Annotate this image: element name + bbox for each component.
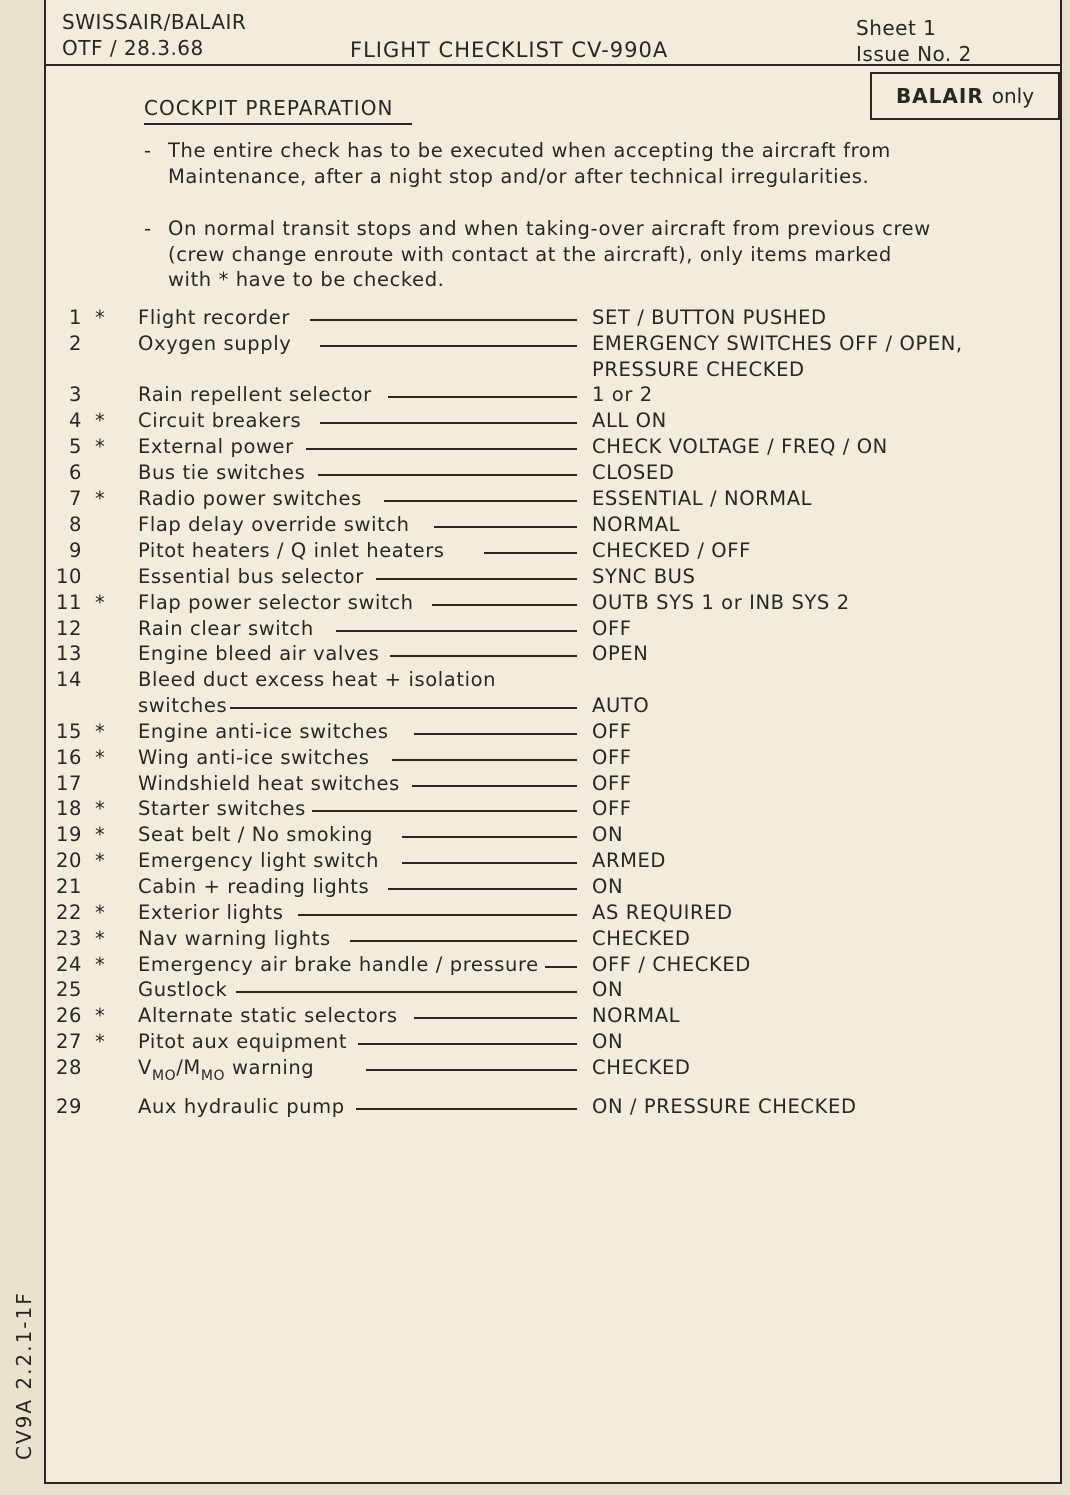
item-label: Emergency light switch <box>138 849 385 872</box>
item-label: Windshield heat switches <box>138 772 406 795</box>
checklist-row <box>0 875 1070 901</box>
checklist-row-continuation <box>0 694 1070 720</box>
item-label: Cabin + reading lights <box>138 875 375 898</box>
item-value: OFF / CHECKED <box>592 953 751 976</box>
item-number: 9 <box>68 539 82 562</box>
note-transit-stops <box>144 216 988 293</box>
item-label-part: /M <box>176 1056 201 1079</box>
item-number: 13 <box>55 642 82 665</box>
leader-line <box>434 526 577 528</box>
item-label: Engine bleed air valves <box>138 642 385 665</box>
item-label: Alternate static selectors <box>138 1004 404 1027</box>
item-label-part: V <box>138 1056 152 1079</box>
item-value: OFF <box>592 797 632 820</box>
item-value: NORMAL <box>592 513 681 536</box>
checklist-row <box>0 565 1070 591</box>
item-label: Essential bus selector <box>138 565 370 588</box>
checklist-row <box>0 978 1070 1004</box>
sheet-number: Sheet 1 <box>856 16 937 40</box>
item-label: Flap power selector switch <box>138 591 420 614</box>
checklist-row <box>0 849 1070 875</box>
leader-line <box>388 396 577 398</box>
item-label: Rain repellent selector <box>138 383 378 406</box>
item-number: 6 <box>68 461 82 484</box>
item-number: 22 <box>55 901 82 924</box>
item-value: EMERGENCY SWITCHES OFF / OPEN, <box>592 332 963 355</box>
item-value: AS REQUIRED <box>592 901 733 924</box>
checklist-row <box>0 306 1070 332</box>
checklist-row <box>0 668 1070 694</box>
item-label-part: MO <box>151 1068 177 1084</box>
checklist-row-continuation <box>0 358 1070 384</box>
item-label: Wing anti-ice switches <box>138 746 376 769</box>
checklist-row <box>0 461 1070 487</box>
item-label: Bleed duct excess heat + isolation <box>138 668 502 691</box>
item-label: Starter switches <box>138 797 312 820</box>
leader-line <box>392 759 577 761</box>
item-number: 2 <box>68 332 82 355</box>
checklist-row <box>0 1004 1070 1030</box>
leader-line <box>384 500 577 502</box>
item-label: Rain clear switch <box>138 617 320 640</box>
checklist-row <box>0 772 1070 798</box>
item-label: Exterior lights <box>138 901 289 924</box>
leader-line <box>432 604 577 606</box>
transit-check-marker: * <box>95 901 106 924</box>
checklist-row <box>0 383 1070 409</box>
leader-line <box>356 1108 577 1110</box>
leader-line <box>390 655 577 657</box>
leader-line <box>298 914 577 916</box>
item-label: Nav warning lights <box>138 927 337 950</box>
item-number: 17 <box>55 772 82 795</box>
checklist-row <box>0 591 1070 617</box>
item-number: 1 <box>68 306 82 329</box>
item-value: OFF <box>592 720 632 743</box>
item-value: 1 or 2 <box>592 383 653 406</box>
item-value: CHECKED / OFF <box>592 539 751 562</box>
note-dash: - <box>144 217 152 240</box>
leader-line <box>310 810 577 812</box>
checklist-row <box>0 823 1070 849</box>
item-label: Oxygen supply <box>138 332 297 355</box>
transit-check-marker: * <box>95 746 106 769</box>
company-name: SWISSAIR/BALAIR <box>62 10 247 34</box>
item-label: Emergency air brake handle / pressure <box>138 953 545 976</box>
item-value: SYNC BUS <box>592 565 696 588</box>
leader-line <box>236 991 577 993</box>
note-dash: - <box>144 139 152 162</box>
checklist-row <box>0 953 1070 979</box>
item-value: ESSENTIAL / NORMAL <box>592 487 813 510</box>
issue-number: Issue No. 2 <box>856 42 972 66</box>
transit-check-marker: * <box>95 591 106 614</box>
transit-check-marker: * <box>95 927 106 950</box>
item-number: 21 <box>55 875 82 898</box>
item-number: 25 <box>55 978 82 1001</box>
checklist-row <box>0 927 1070 953</box>
item-value: CHECK VOLTAGE / FREQ / ON <box>592 435 888 458</box>
leader-line <box>306 448 577 450</box>
checklist-row <box>0 539 1070 565</box>
item-value: OFF <box>592 746 632 769</box>
item-number: 14 <box>55 668 82 691</box>
item-number: 10 <box>55 565 82 588</box>
checklist-row <box>0 642 1070 668</box>
checklist-row <box>0 487 1070 513</box>
checklist-row <box>0 617 1070 643</box>
margin-document-code: CV9A 2.2.1-1F <box>12 1291 36 1460</box>
checklist-row <box>0 901 1070 927</box>
note-line: with * have to be checked. <box>168 268 445 291</box>
item-value: OFF <box>592 772 632 795</box>
item-value: ON <box>592 875 624 898</box>
checklist-row <box>0 1056 1070 1082</box>
item-number: 16 <box>55 746 82 769</box>
checklist-row <box>0 513 1070 539</box>
item-value: OFF <box>592 617 632 640</box>
checklist-row <box>0 797 1070 823</box>
note-line: The entire check has to be executed when accepting the aircraft from <box>168 139 891 162</box>
item-value: ARMED <box>592 849 667 872</box>
section-title-underline <box>144 123 412 125</box>
document-title: FLIGHT CHECKLIST CV-990A <box>350 38 669 62</box>
leader-line <box>318 474 577 476</box>
item-number: 23 <box>55 927 82 950</box>
checklist-row <box>0 435 1070 461</box>
item-label <box>138 1056 320 1084</box>
leader-line <box>366 1069 577 1071</box>
item-number: 7 <box>68 487 82 510</box>
checklist-row <box>0 409 1070 435</box>
item-number: 8 <box>68 513 82 536</box>
item-number: 3 <box>68 383 82 406</box>
item-value: ALL ON <box>592 409 667 432</box>
item-value: CLOSED <box>592 461 675 484</box>
item-value: ON <box>592 1030 624 1053</box>
item-number: 26 <box>55 1004 82 1027</box>
item-value-continuation: PRESSURE CHECKED <box>592 358 805 381</box>
item-value: OPEN <box>592 642 649 665</box>
note-line: Maintenance, after a night stop and/or after technical irregularities. <box>168 164 870 188</box>
note-line: On normal transit stops and when taking-over aircraft from previous crew <box>168 217 931 240</box>
transit-check-marker: * <box>95 1004 106 1027</box>
item-number: 4 <box>68 409 82 432</box>
item-number: 18 <box>55 797 82 820</box>
item-number: 12 <box>55 617 82 640</box>
item-label-continuation: switches <box>138 694 233 717</box>
checklist-row <box>0 746 1070 772</box>
badge-rest-text: only <box>991 84 1035 108</box>
item-number: 19 <box>55 823 82 846</box>
item-value: ON <box>592 978 624 1001</box>
note-entire-check <box>144 138 968 189</box>
item-value: ON <box>592 823 624 846</box>
item-label: Engine anti-ice switches <box>138 720 395 743</box>
leader-line <box>414 733 577 735</box>
item-label: Gustlock <box>138 978 233 1001</box>
leader-line <box>484 552 577 554</box>
badge-bold-text: BALAIR <box>895 84 984 108</box>
balair-only-badge <box>870 72 1060 120</box>
leader-line <box>414 1017 577 1019</box>
leader-line <box>402 836 577 838</box>
leader-line <box>320 422 577 424</box>
transit-check-marker: * <box>95 720 106 743</box>
item-value: SET / BUTTON PUSHED <box>592 306 827 329</box>
transit-check-marker: * <box>95 797 106 820</box>
section-title: COCKPIT PREPARATION <box>144 96 394 120</box>
item-label-part: MO <box>200 1068 226 1084</box>
item-label: Seat belt / No smoking <box>138 823 379 846</box>
item-label: External power <box>138 435 300 458</box>
transit-check-marker: * <box>95 435 106 458</box>
item-number: 20 <box>55 849 82 872</box>
leader-line <box>350 940 577 942</box>
item-value: ON / PRESSURE CHECKED <box>592 1095 857 1118</box>
item-number: 28 <box>55 1056 82 1079</box>
item-label: Bus tie switches <box>138 461 311 484</box>
leader-line <box>388 888 577 890</box>
item-label: Flight recorder <box>138 306 296 329</box>
leader-line <box>358 1043 577 1045</box>
leader-line <box>412 785 577 787</box>
transit-check-marker: * <box>95 953 106 976</box>
item-label: Pitot heaters / Q inlet heaters <box>138 539 451 562</box>
checklist-row <box>0 332 1070 358</box>
item-label-part: warning <box>225 1056 315 1079</box>
item-value: OUTB SYS 1 or INB SYS 2 <box>592 591 850 614</box>
item-value: NORMAL <box>592 1004 681 1027</box>
item-label: Aux hydraulic pump <box>138 1095 351 1118</box>
item-value: CHECKED <box>592 927 691 950</box>
transit-check-marker: * <box>95 409 106 432</box>
leader-line <box>230 707 577 709</box>
issue-date: OTF / 28.3.68 <box>62 36 204 60</box>
item-label: Radio power switches <box>138 487 368 510</box>
item-number: 5 <box>68 435 82 458</box>
item-number: 11 <box>55 591 82 614</box>
leader-line <box>376 578 577 580</box>
leader-line <box>336 630 577 632</box>
transit-check-marker: * <box>95 849 106 872</box>
item-label: Pitot aux equipment <box>138 1030 353 1053</box>
item-value: CHECKED <box>592 1056 691 1079</box>
item-number: 29 <box>55 1095 82 1118</box>
item-number: 15 <box>55 720 82 743</box>
item-number: 24 <box>55 953 82 976</box>
leader-line <box>310 319 577 321</box>
item-label: Flap delay override switch <box>138 513 416 536</box>
transit-check-marker: * <box>95 823 106 846</box>
transit-check-marker: * <box>95 306 106 329</box>
item-label: Circuit breakers <box>138 409 307 432</box>
checklist-row <box>0 1030 1070 1056</box>
item-number: 27 <box>55 1030 82 1053</box>
transit-check-marker: * <box>95 1030 106 1053</box>
leader-line <box>402 862 577 864</box>
transit-check-marker: * <box>95 487 106 510</box>
item-value: AUTO <box>592 694 650 717</box>
checklist-row <box>0 720 1070 746</box>
checklist-row <box>0 1095 1070 1121</box>
note-line: (crew change enroute with contact at the aircraft), only items marked <box>168 242 892 266</box>
leader-line <box>320 345 577 347</box>
